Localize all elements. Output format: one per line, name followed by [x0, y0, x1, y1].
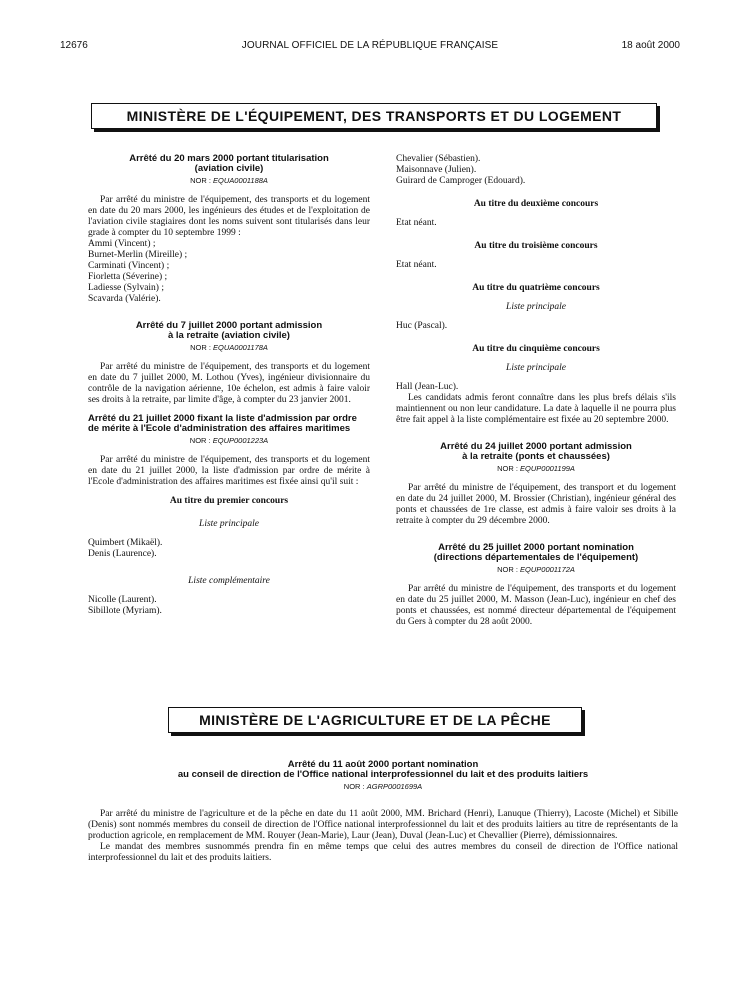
list-item: Sibillote (Myriam).: [88, 606, 162, 616]
arrete-title: Arrêté du 11 août 2000 portant nomination: [287, 759, 479, 770]
nor-reference: NOR : AGRP0001699A: [343, 782, 423, 791]
nor-reference: NOR : EQUA0001188A: [190, 176, 268, 185]
concours-heading: Au titre du cinquième concours: [472, 344, 600, 354]
arrete-title: Arrêté du 7 juillet 2000 portant admission: [135, 320, 323, 331]
liste-heading: Liste complémentaire: [188, 576, 270, 586]
etat-text: Etat néant.: [396, 260, 437, 270]
name-list: [88, 595, 370, 617]
running-header: [60, 40, 680, 54]
name-list: [88, 538, 370, 560]
arrete-body: Par arrêté du ministre de l'équipement, des transport et du logement en date du 24 juillet 2000, M. Brossier (Christian), ingénieur général des ponts et chaussées de 1re classe, est admis à faire valoir ses droits à la retraite à compter du 29 décembre 2000.: [396, 483, 676, 526]
arrete-body: Par arrêté du ministre de l'équipement, des transports et du logement en date du 20 mars 2000, les ingénieurs des études et de l'exploitation de l'aviation civile stagiaires dont les noms suivent sont titularisés dans leur grade à compter du 10 septembre 1999 :: [88, 195, 370, 238]
list-item: Denis (Laurence).: [88, 549, 157, 559]
list-item: Scavarda (Valérie).: [88, 294, 161, 304]
arrete-retraite-aviation: [88, 321, 370, 406]
nor-code: EQUP0001172A: [520, 565, 575, 574]
list-item: Hall (Jean-Luc).: [396, 382, 459, 392]
journal-title: JOURNAL OFFICIEL DE LA RÉPUBLIQUE FRANÇAISE: [241, 40, 499, 51]
nor-code: EQUP0001199A: [520, 464, 575, 473]
etat-text: Etat néant.: [396, 218, 437, 228]
arrete-subtitle: (aviation civile): [194, 163, 264, 174]
arrete-body: Par arrêté du ministre de l'équipement, des transports et du logement en date du 21 juillet 2000, la liste d'admission par ordre de mérite à l'Ecole d'administration des affaires maritimes est fixée ainsi qu'il suit :: [88, 455, 370, 487]
arrete-title: Arrêté du 20 mars 2000 portant titularisation: [129, 153, 329, 164]
concours-heading: Au titre du deuxième concours: [473, 199, 599, 209]
arrete-subtitle: à la retraite (ponts et chaussées): [462, 451, 610, 462]
arrete-retraite-ponts: [396, 442, 676, 527]
nor-code: EQUA0001188A: [213, 176, 268, 185]
list-item: Ammi (Vincent) ;: [88, 239, 156, 249]
concours-heading: Au titre du quatrième concours: [472, 283, 600, 293]
ministry-heading-equipement: [91, 103, 657, 129]
nor-code: EQUA0001178A: [213, 343, 268, 352]
issue-date: 18 août 2000: [621, 40, 680, 51]
arrete-title: Arrêté du 25 juillet 2000 portant nomination: [438, 542, 634, 553]
arrete-subtitle: au conseil de direction de l'Office national interprofessionnel du lait et des produits laitiers: [177, 769, 589, 780]
list-item: Nicolle (Laurent).: [88, 595, 157, 605]
arrete-body: Par arrêté du ministre de l'équipement, des transports et du logement en date du 25 juillet 2000, M. Masson (Jean-Luc), ingénieur en chef des ponts et chaussées, est nommé directeur départemental de l'équipement du Gers à compter du 28 août 2000.: [396, 584, 676, 627]
ministry-heading-text: MINISTÈRE DE L'AGRICULTURE ET DE LA PÊCHE: [199, 712, 551, 728]
list-item: Guirard de Camproger (Edouard).: [396, 176, 526, 186]
arrete-title: Arrêté du 21 juillet 2000 fixant la liste d'admission par ordre de mérite à l'Ecole d'administration des affaires maritimes: [88, 413, 357, 434]
arrete-office-lait: [88, 760, 678, 864]
arrete-nomination-equipement: [396, 543, 676, 628]
arrete-body: Par arrêté du ministre de l'agriculture et de la pêche en date du 11 août 2000, MM. Brichard (Henri), Lanuque (Thierry), Lacoste (Michel) et Sibille (Denis) sont nommés membres du conseil de direction de l'Office national interprofessionnel du lait et des produits laitiers au titre de représentants de la production agricole, en remplacement de MM. Rouyer (Jean-Marie), Laur (Jean), Duval (Jean-Luc) et Chevallier (Pierre), démissionnaires.: [88, 809, 678, 841]
arrete-subtitle: (directions départementales de l'équipement): [433, 552, 639, 563]
list-item: Carminati (Vincent) ;: [88, 261, 170, 271]
list-item: Fiorletta (Séverine) ;: [88, 272, 168, 282]
list-item: Quimbert (Mikaël).: [88, 538, 163, 548]
arrete-titularisation: [88, 154, 370, 305]
nor-reference: NOR : EQUP0001199A: [497, 464, 575, 473]
liste-heading: Liste principale: [506, 302, 566, 312]
ministry-heading-text: MINISTÈRE DE L'ÉQUIPEMENT, DES TRANSPORTS ET DU LOGEMENT: [126, 108, 622, 124]
concours-heading: Au titre du premier concours: [169, 496, 289, 506]
nor-code: EQUP0001223A: [212, 436, 269, 445]
name-list: [396, 154, 676, 187]
list-item: Maisonnave (Julien).: [396, 165, 477, 175]
liste-heading: Liste principale: [506, 363, 566, 373]
arrete-body-2: Le mandat des membres susnommés prendra fin en même temps que celui des autres membres du conseil de direction de l'Office national interprofessionnel du lait et des produits laitiers.: [88, 842, 678, 863]
ministry-heading-agriculture: [168, 707, 582, 733]
name-list: [88, 239, 370, 305]
page-number: 12676: [60, 40, 88, 51]
nor-reference: NOR : EQUP0001223A: [189, 436, 269, 445]
list-item: Ladiesse (Sylvain) ;: [88, 283, 164, 293]
concours-heading: Au titre du troisième concours: [474, 241, 598, 251]
left-column: [88, 154, 370, 617]
right-column: [396, 154, 676, 628]
arrete-liste-admission: [88, 414, 370, 617]
nor-reference: NOR : EQUP0001172A: [497, 565, 575, 574]
list-item: Burnet-Merlin (Mireille) ;: [88, 250, 188, 260]
list-item: Chevalier (Sébastien).: [396, 154, 481, 164]
arrete-body: Par arrêté du ministre de l'équipement, des transports et du logement en date du 7 juillet 2000, M. Lothou (Yves), ingénieur divisionnaire du contrôle de la navigation aérienne, 10e échelon, est admis à faire valoir ses droits à la retraite, par limite d'âge, à compter du 23 janvier 2001.: [88, 362, 370, 405]
nor-code: AGRP0001699A: [366, 782, 423, 791]
arrete-title: Arrêté du 24 juillet 2000 portant admission: [440, 441, 632, 452]
liste-heading: Liste principale: [199, 519, 259, 529]
list-item: Huc (Pascal).: [396, 321, 448, 331]
nor-reference: NOR : EQUA0001178A: [190, 343, 268, 352]
notice-text: Les candidats admis feront connaître dans les plus brefs délais s'ils maintiennent ou non leur candidature. La date à laquelle il ne pourra plus être fait appel à la liste complémentaire est fixée au 20 septembre 2000.: [396, 393, 676, 425]
arrete-subtitle: à la retraite (aviation civile): [168, 330, 290, 341]
